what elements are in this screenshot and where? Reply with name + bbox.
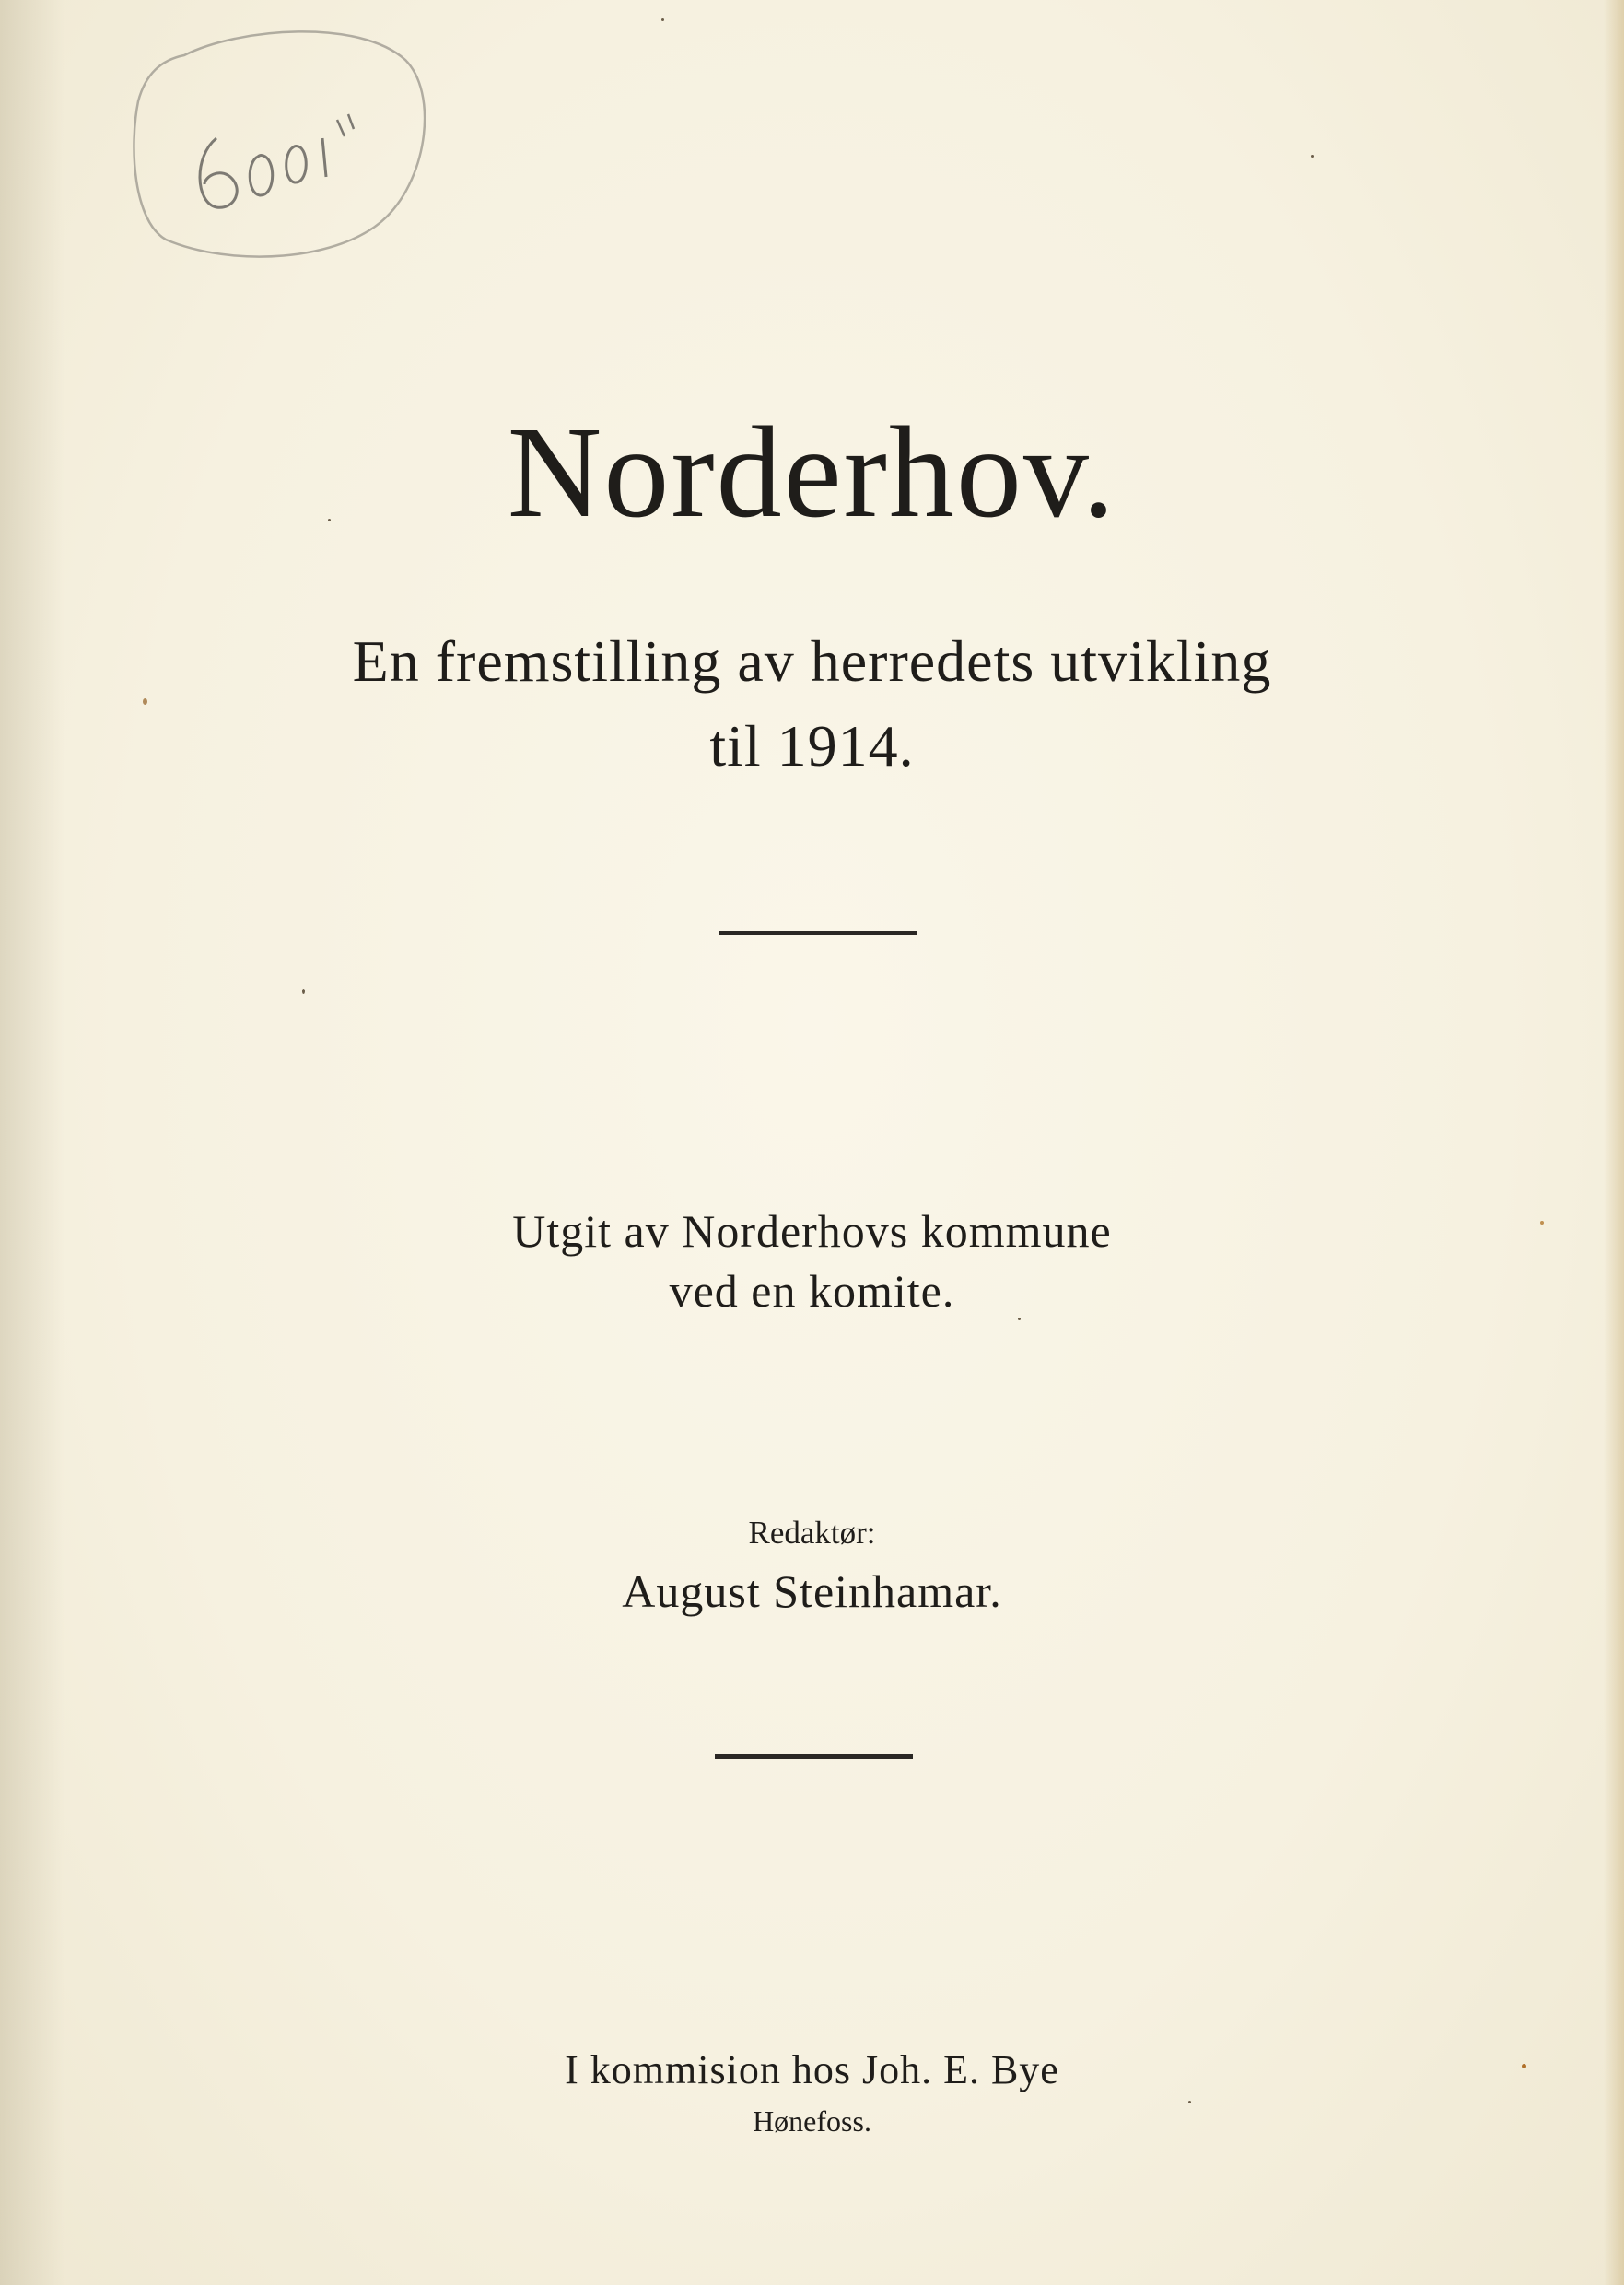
editor-name: August Steinhamar. (622, 1565, 1002, 1617)
pencil-digit-0-b (286, 146, 307, 183)
divider-rule-bottom (715, 1754, 913, 1759)
paper-speck (1188, 2101, 1191, 2103)
pencil-annotation (129, 18, 442, 267)
paper-speck (1018, 1318, 1021, 1320)
paper-speck (661, 18, 664, 21)
pencil-circle-outline (134, 31, 425, 256)
publisher-line-2: ved en komite. (669, 1265, 955, 1317)
paper-speck (328, 519, 331, 521)
pencil-digit-6 (200, 138, 237, 207)
imprint-line-1: I kommision hos Joh. E. Bye (565, 2047, 1059, 2092)
spine-shadow (0, 0, 64, 2285)
pencil-tick (337, 114, 354, 136)
book-title: Norderhov. (507, 399, 1117, 545)
divider-rule-top (719, 931, 917, 935)
pencil-digit-1 (322, 138, 326, 177)
editor-label: Redaktør: (748, 1515, 876, 1551)
subtitle-line-1: En fremstilling av herredets utvikling (352, 628, 1272, 694)
paper-speck (143, 698, 147, 705)
pencil-digit-0-a (250, 156, 272, 196)
paper-speck (1540, 1221, 1544, 1225)
imprint-place: Hønefoss. (753, 2104, 871, 2138)
publisher-line-1: Utgit av Norderhovs kommune (512, 1205, 1112, 1257)
paper-speck (302, 989, 305, 994)
subtitle-line-2: til 1914. (709, 713, 915, 779)
paper-speck (1522, 2064, 1526, 2068)
paper-speck (1311, 155, 1314, 158)
page-edge-discoloration (1604, 0, 1624, 2285)
